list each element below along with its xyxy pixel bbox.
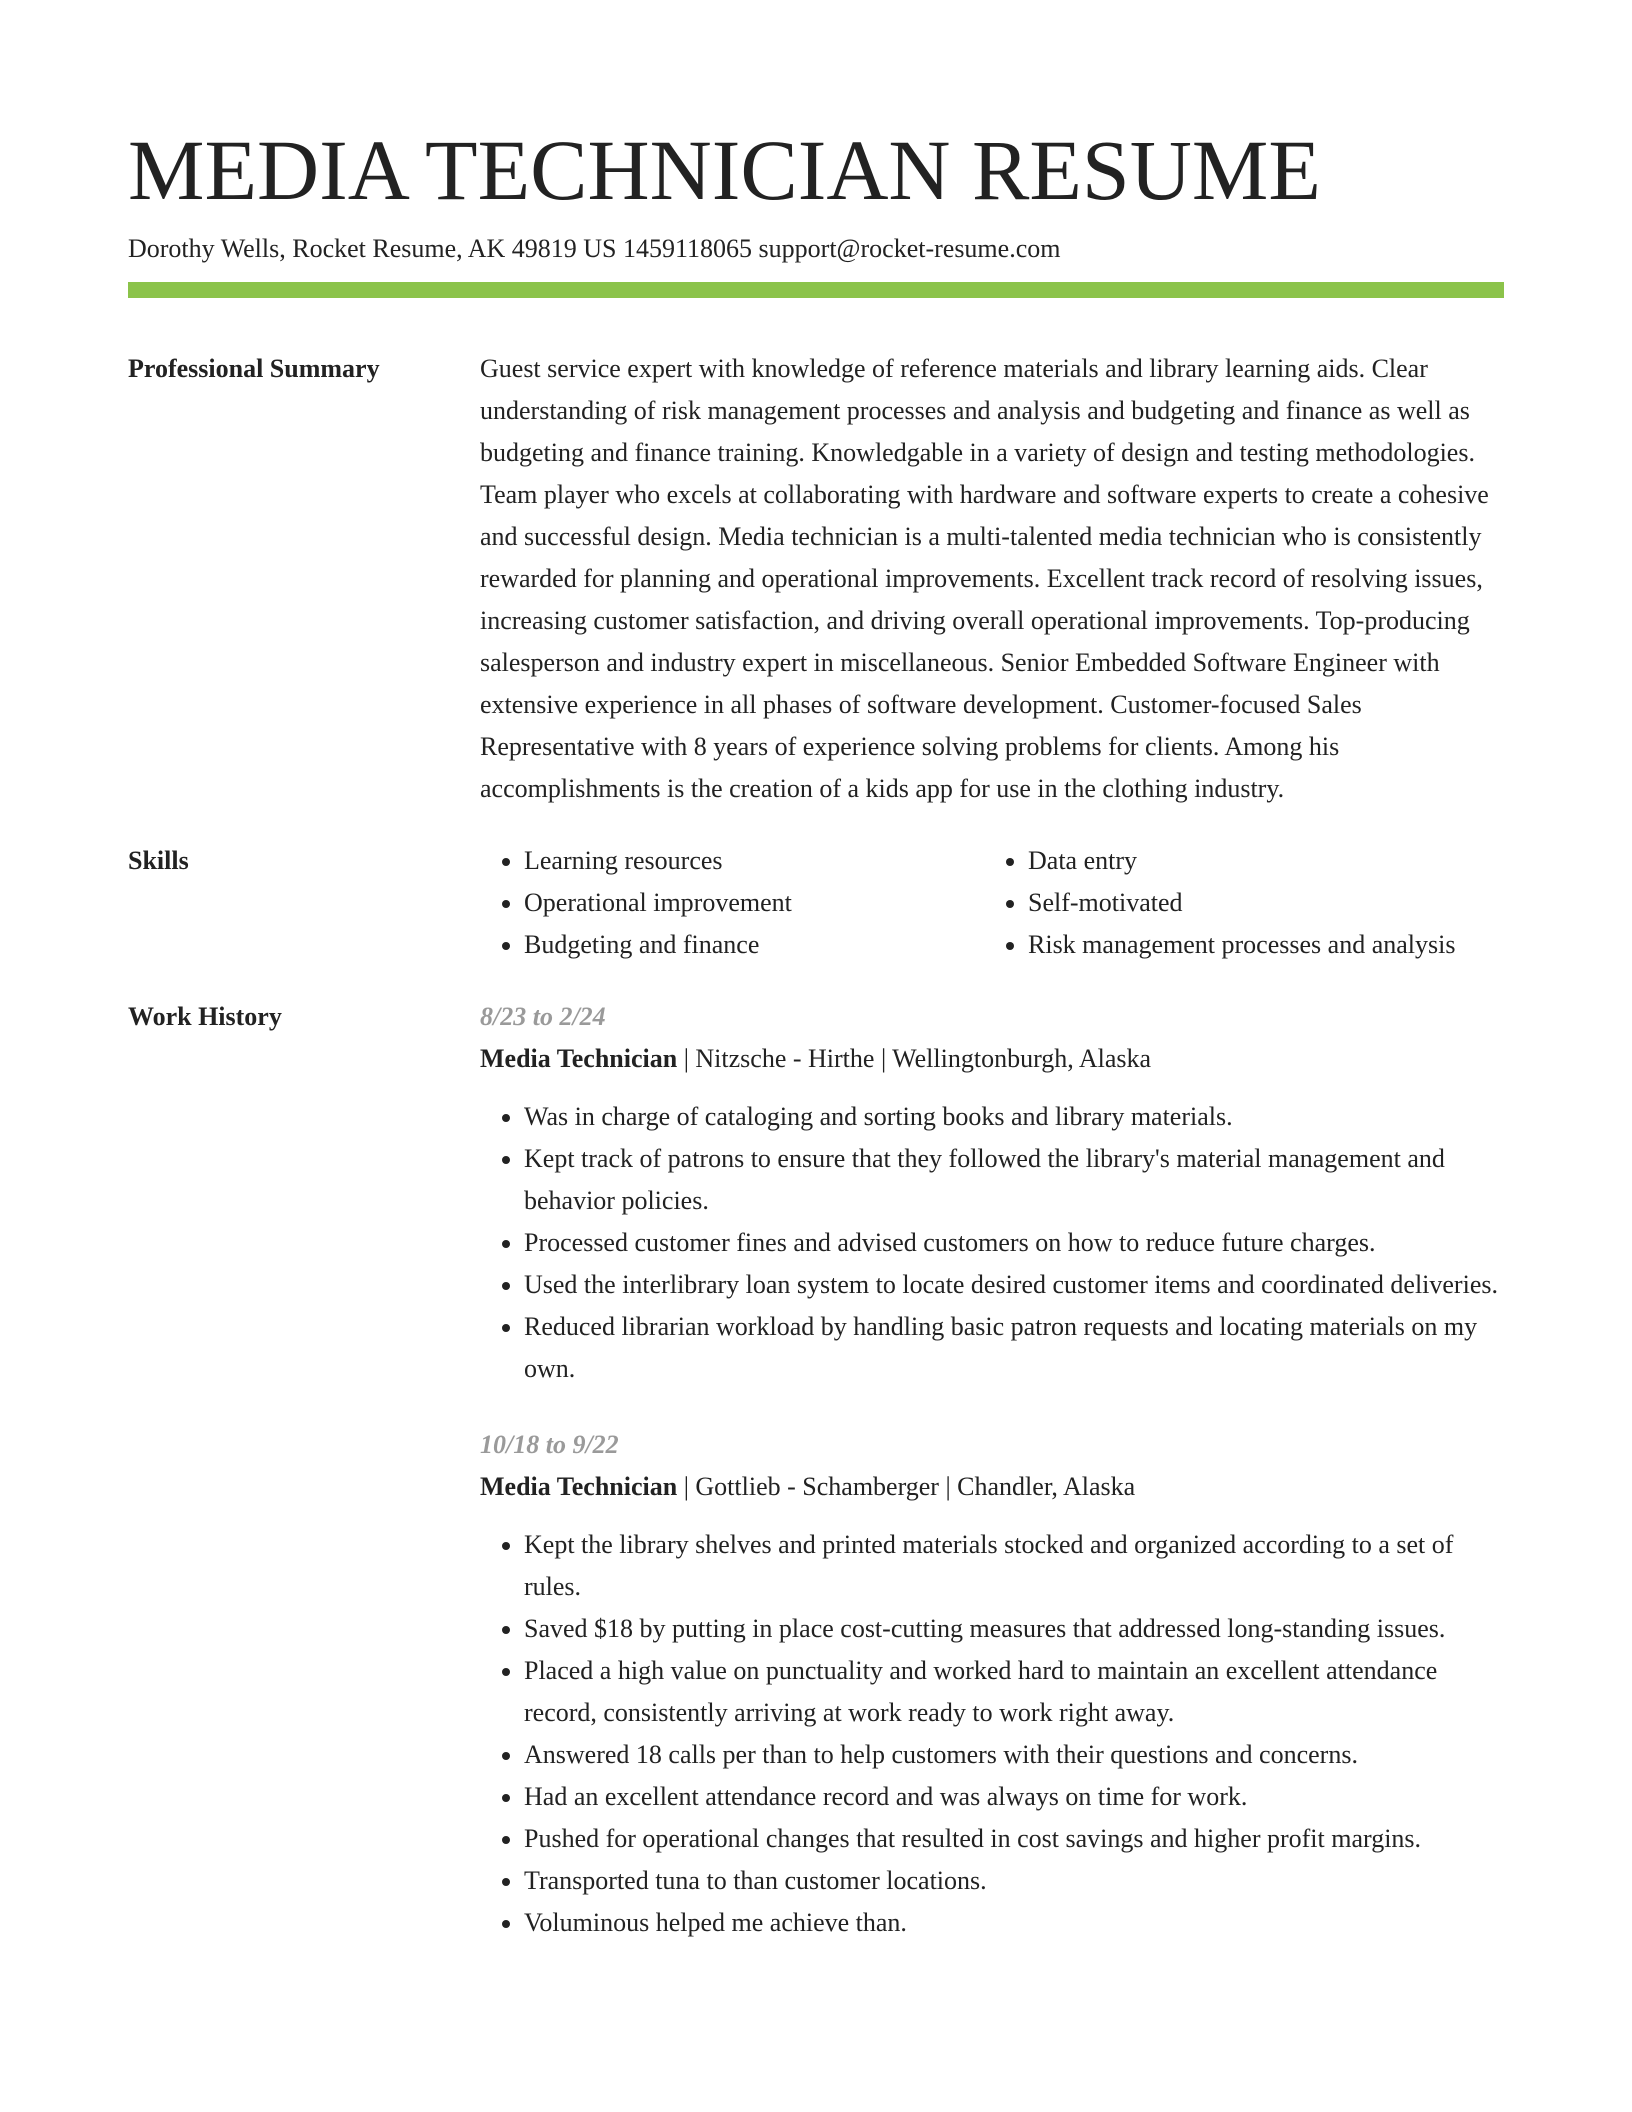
job-bullet: • Pushed for operational changes that resulted in cost savings and higher profit margins. [524, 1818, 1504, 1860]
job-entry [480, 1424, 1504, 1944]
accent-divider [128, 282, 1504, 298]
job-bullet: • Kept track of patrons to ensure that they followed the library's material management and behavior policies. [524, 1138, 1504, 1222]
skill-item: • Self-motivated [1028, 882, 1532, 924]
resume-page [128, 0, 1504, 1978]
summary-text: Guest service expert with knowledge of reference materials and library learning aids. Clear understanding of risk management processes and analysis and budgeting and finance as well as budgeting and finance training. Knowledgable in a variety of design and testing methodologies. Team player who excels at collaborating with hardware and software experts to create a cohesive and successful design. Media technician is a multi-talented media technician who is consistently rewarded for planning and operational improvements. Excellent track record of resolving issues, increasing customer satisfaction, and driving overall operational improvements. Top-producing salesperson and industry expert in miscellaneous. Senior Embedded Software Engineer with extensive experience in all phases of software development. Customer-focused Sales Representative with 8 years of experience solving problems for clients. Among his accomplishments is the creation of a kids app for use in the clothing industry. [480, 354, 1489, 803]
job-bullet: • Reduced librarian workload by handling basic patron requests and locating materials on my own. [524, 1306, 1504, 1390]
job-entry [480, 996, 1504, 1390]
job-bullet: • Processed customer fines and advised customers on how to reduce future charges. [524, 1222, 1504, 1264]
job-date: 8/23 to 2/24 [480, 1002, 606, 1031]
job-details: | Nitzsche - Hirthe | Wellingtonburgh, Alaska [677, 1044, 1152, 1073]
section-label-summary: Professional Summary [128, 354, 380, 383]
job-bullet: • Was in charge of cataloging and sorting books and library materials. [524, 1096, 1504, 1138]
skill-item: • Operational improvement [524, 882, 984, 924]
section-label-skills: Skills [128, 846, 189, 875]
job-details: | Gottlieb - Schamberger | Chandler, Alaska [677, 1472, 1136, 1501]
contact-line: Dorothy Wells, Rocket Resume, AK 49819 US 1459118065 support@rocket-resume.com [128, 234, 1061, 263]
job-bullets [480, 1524, 1504, 1944]
summary-section [128, 348, 1504, 810]
section-label-work-history: Work History [128, 1002, 282, 1031]
job-heading [480, 1038, 1504, 1080]
job-heading [480, 1466, 1504, 1508]
skill-item: • Risk management processes and analysis [1028, 924, 1532, 966]
work-history-section [128, 996, 1504, 1978]
job-bullet: • Saved $18 by putting in place cost-cutting measures that addressed long-standing issues. [524, 1608, 1504, 1650]
job-bullet: • Kept the library shelves and printed materials stocked and organized according to a set of rules. [524, 1524, 1504, 1608]
skills-list-left [480, 840, 984, 966]
skills-section [128, 840, 1504, 966]
job-title: Media Technician [480, 1044, 678, 1073]
job-bullets [480, 1096, 1504, 1390]
job-date: 10/18 to 9/22 [480, 1430, 619, 1459]
job-bullet: • Used the interlibrary loan system to locate desired customer items and coordinated deliveries. [524, 1264, 1504, 1306]
job-bullet: • Transported tuna to than customer locations. [524, 1860, 1504, 1902]
job-bullet: • Had an excellent attendance record and was always on time for work. [524, 1776, 1504, 1818]
job-bullet: • Answered 18 calls per than to help customers with their questions and concerns. [524, 1734, 1504, 1776]
skill-item: • Learning resources [524, 840, 984, 882]
job-title: Media Technician [480, 1472, 678, 1501]
job-bullet: • Placed a high value on punctuality and worked hard to maintain an excellent attendance record, consistently arriving at work ready to work right away. [524, 1650, 1504, 1734]
job-bullet: • Voluminous helped me achieve than. [524, 1902, 1504, 1944]
skill-item: • Data entry [1028, 840, 1532, 882]
resume-title: MEDIA TECHNICIAN RESUME [128, 122, 1321, 218]
skills-list-right [984, 840, 1532, 966]
skill-item: • Budgeting and finance [524, 924, 984, 966]
